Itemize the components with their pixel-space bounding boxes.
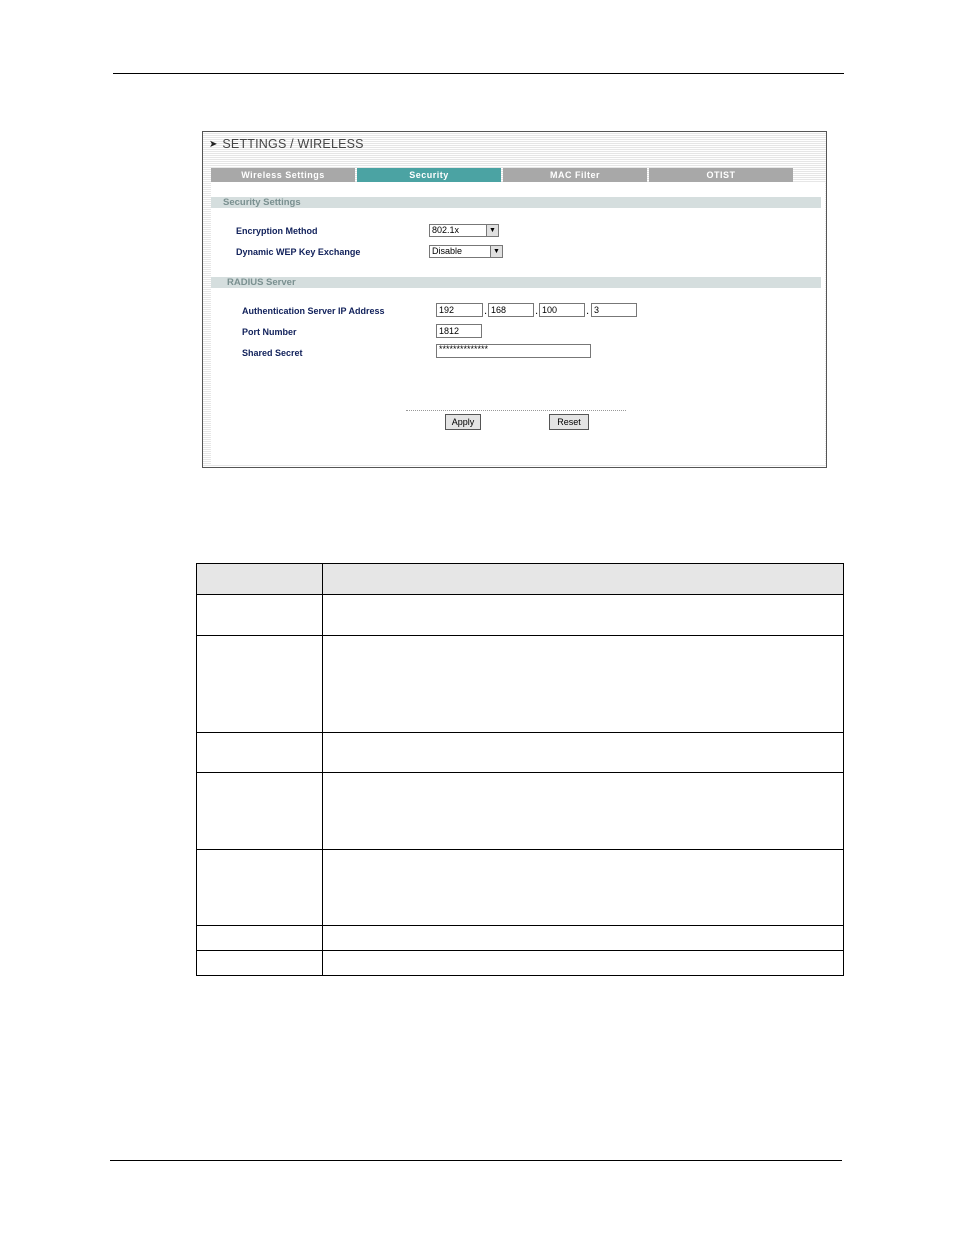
tab-mac-filter[interactable]: MAC Filter [503,168,647,182]
table-header-row [197,564,844,595]
reset-button[interactable]: Reset [549,414,589,430]
port-number-label: Port Number [242,327,297,337]
apply-button[interactable]: Apply [445,414,481,430]
table-cell [197,773,323,850]
tab-wireless-settings[interactable]: Wireless Settings [211,168,355,182]
table-cell [197,850,323,926]
table-cell [323,595,844,636]
ip-separator: . [535,306,539,317]
tab-otist[interactable]: OTIST [649,168,793,182]
button-divider [406,410,626,411]
table-cell [323,773,844,850]
table-cell [323,636,844,733]
table-cell [197,636,323,733]
ip-octet-2-input[interactable]: 168 [488,303,534,317]
ip-separator: . [586,306,590,317]
security-panel [211,182,825,465]
table-row [197,636,844,733]
shared-secret-input[interactable]: ************** [436,344,591,358]
table-cell [323,733,844,773]
table-row [197,773,844,850]
table-cell [197,926,323,951]
radius-server-header [211,277,821,288]
table-row [197,733,844,773]
table-row [197,595,844,636]
chevron-right-icon: ➤ [209,138,218,150]
window-title-row [209,136,364,152]
table-row [197,951,844,976]
dynamic-wep-label: Dynamic WEP Key Exchange [236,247,361,257]
table-cell [323,951,844,976]
table-cell [197,733,323,773]
shared-secret-label: Shared Secret [242,348,303,358]
radius-server-title: RADIUS Server [227,277,296,288]
port-number-input[interactable]: 1812 [436,324,482,338]
auth-server-ip-label: Authentication Server IP Address [242,306,385,316]
ip-separator: . [484,306,488,317]
table-cell [323,564,844,595]
table-row [197,850,844,926]
table-cell [197,595,323,636]
table-cell [197,951,323,976]
page-footer-rule [110,1160,842,1161]
table-cell [323,850,844,926]
settings-window [202,131,827,468]
ip-octet-1-input[interactable]: 192 [436,303,483,317]
tab-bar [211,168,795,182]
dynamic-wep-value: Disable [432,246,463,256]
dynamic-wep-select[interactable] [429,245,503,258]
security-settings-header [211,197,821,208]
ip-octet-4-input[interactable]: 3 [591,303,637,317]
table-row [197,926,844,951]
ip-octet-3-input[interactable]: 100 [539,303,585,317]
encryption-method-select[interactable] [429,224,499,237]
table-cell [323,926,844,951]
field-description-table [196,563,844,976]
encryption-method-label: Encryption Method [236,226,318,236]
chevron-down-icon[interactable]: ▼ [490,246,502,257]
security-settings-title: Security Settings [223,197,301,208]
chevron-down-icon[interactable]: ▼ [486,225,498,236]
window-title: SETTINGS / WIRELESS [222,137,364,151]
table-cell [197,564,323,595]
encryption-method-value: 802.1x [432,225,460,235]
page-header-rule [113,73,844,74]
tab-security[interactable]: Security [357,168,501,182]
